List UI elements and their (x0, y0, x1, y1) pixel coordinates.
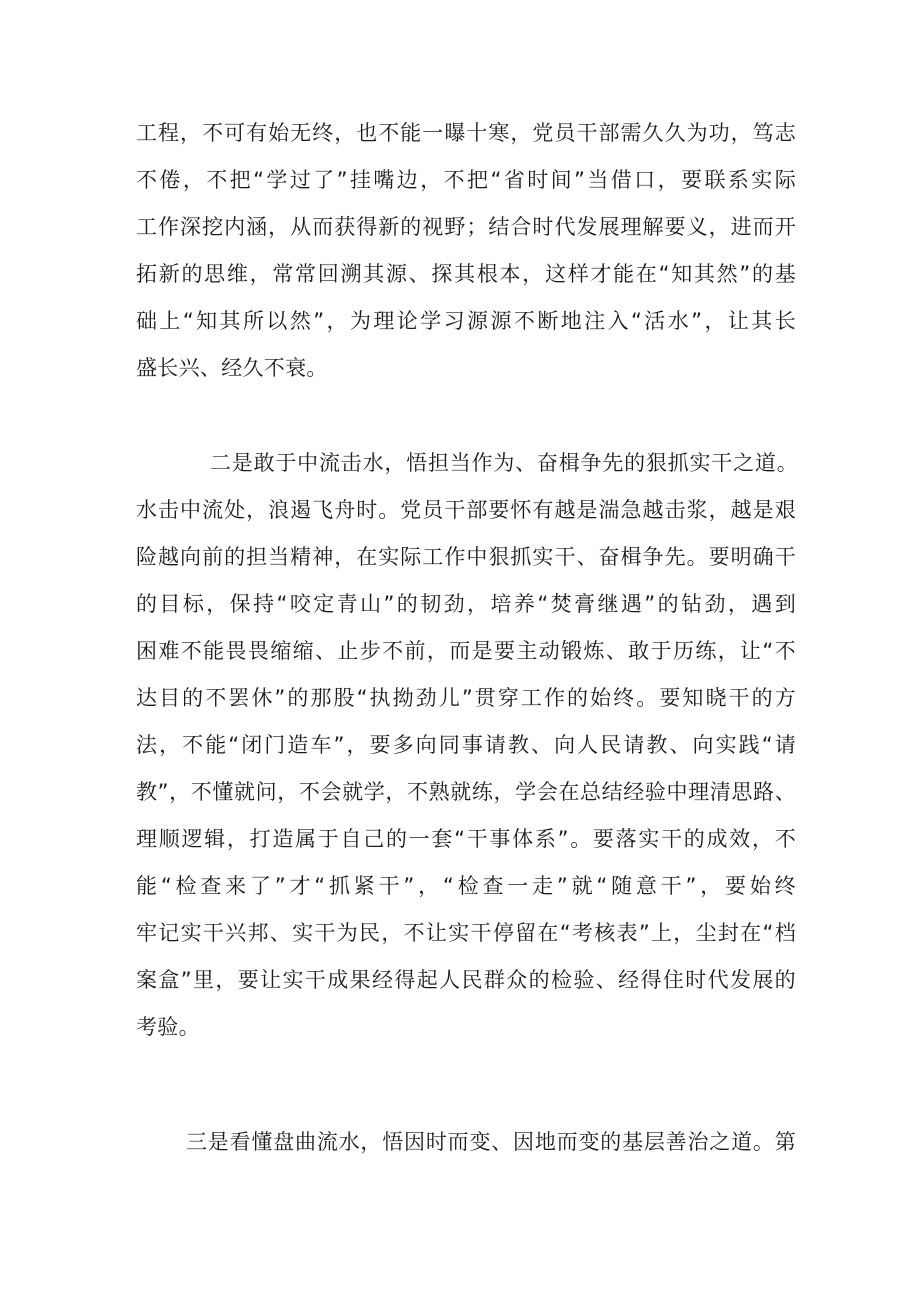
text-line: 三是看懂盘曲流水，悟因时而变、因地而变的基层善治之道。第 (186, 1130, 796, 1154)
text-line: 牢记实干兴邦、实干为民，不让实干停留在“考核表”上，尘封在“档 (136, 921, 796, 945)
text-line: 拓新的思维，常常回溯其源、探其根本，这样才能在“知其然”的基 (136, 262, 796, 286)
text-line: 的目标，保持“咬定青山”的韧劲，培养“焚膏继遇”的钻劲，遇到 (136, 592, 796, 616)
text-line: 盛长兴、经久不衰。 (136, 356, 328, 380)
text-line: 理顺逻辑，打造属于自己的一套“干事体系”。要落实干的成效，不 (136, 827, 796, 851)
text-line: 法，不能“闭门造车”，要多向同事请教、向人民请教、向实践“请 (136, 733, 796, 757)
text-line: 险越向前的担当精神，在实际工作中狠抓实干、奋楫争先。要明确干 (136, 545, 796, 569)
text-line: 础上“知其所以然”，为理论学习源源不断地注入“活水”，让其长 (136, 309, 796, 333)
text-line: 考验。 (136, 1015, 200, 1039)
text-line: 达目的不罢休”的那股“执拗劲儿”贯穿工作的始终。要知晓干的方 (136, 686, 796, 710)
text-line: 困难不能畏畏缩缩、止步不前，而是要主动锻炼、敢于历练，让“不 (136, 639, 796, 663)
text-line: 教”，不懂就问，不会就学，不熟就练，学会在总结经验中理清思路、 (136, 780, 796, 804)
text-line: 能“检查来了”才“抓紧干”，“检查一走”就“随意干”，要始终 (136, 874, 796, 898)
text-line: 二是敢于中流击水，悟担当作为、奋楫争先的狠抓实干之道。 (210, 451, 798, 475)
text-line: 水击中流处，浪遏飞舟时。党员干部要怀有越是湍急越击浆，越是艰 (136, 498, 796, 522)
text-line: 案盒”里，要让实干成果经得起人民群众的检验、经得住时代发展的 (136, 968, 796, 992)
text-line: 工程，不可有始无终，也不能一曝十寒，党员干部需久久为功，笃志 (136, 121, 796, 145)
text-line: 工作深挖内涵，从而获得新的视野；结合时代发展理解要义，进而开 (136, 215, 796, 239)
text-line: 不倦，不把“学过了”挂嘴边，不把“省时间”当借口，要联系实际 (136, 168, 796, 192)
